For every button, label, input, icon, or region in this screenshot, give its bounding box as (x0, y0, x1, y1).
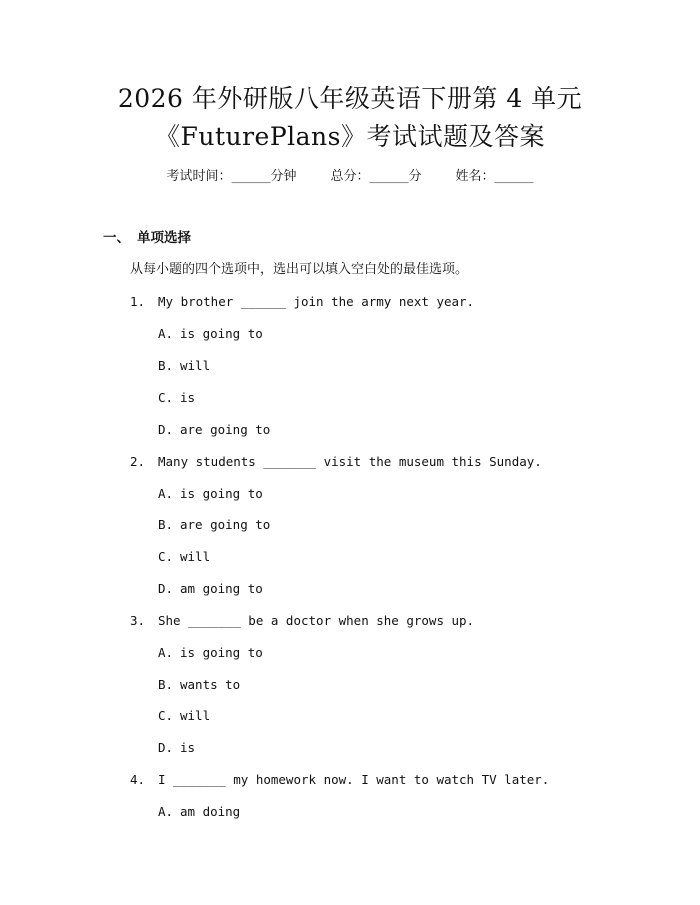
question-3 (130, 612, 474, 630)
option-2d (158, 580, 263, 598)
question-4 (130, 771, 549, 789)
question-text: My brother ______ join the army next year. (158, 294, 475, 309)
option-letter: A. (158, 326, 174, 341)
option-text: are going to (180, 422, 271, 437)
option-3a (158, 644, 263, 662)
option-text: is going to (180, 645, 263, 660)
option-letter: A. (158, 486, 174, 501)
question-text: I _______ my homework now. I want to watch TV later. (158, 772, 550, 787)
question-1 (130, 293, 474, 311)
option-text: is (180, 740, 196, 755)
option-text: am doing (180, 804, 241, 819)
exam-info-line (0, 168, 700, 186)
option-text: is going to (180, 326, 263, 341)
option-letter: D. (158, 422, 174, 437)
section-heading (103, 229, 191, 247)
option-4a (158, 803, 240, 821)
option-text: wants to (180, 677, 241, 692)
question-number: 4. (130, 772, 146, 787)
option-text: am going to (180, 581, 263, 596)
option-1c (158, 389, 195, 407)
option-2c (158, 548, 210, 566)
question-text: She _______ be a doctor when she grows up. (158, 613, 475, 628)
option-letter: C. (158, 549, 174, 564)
question-number: 2. (130, 454, 146, 469)
option-letter: C. (158, 390, 174, 405)
option-letter: D. (158, 740, 174, 755)
option-letter: C. (158, 708, 174, 723)
option-text: will (180, 358, 211, 373)
document-title-line-2: 《FuturePlans》考试试题及答案 (155, 122, 545, 151)
option-2a (158, 485, 263, 503)
option-letter: B. (158, 358, 174, 373)
total-score-label: 总分：______分 (330, 169, 422, 184)
option-text: are going to (180, 517, 271, 532)
option-text: will (180, 549, 211, 564)
option-text: will (180, 708, 211, 723)
question-2 (130, 453, 542, 471)
option-text: is going to (180, 486, 263, 501)
option-3c (158, 707, 210, 725)
section-number: 一、 (103, 230, 130, 246)
question-number: 3. (130, 613, 146, 628)
question-number: 1. (130, 294, 146, 309)
option-3b (158, 676, 240, 694)
option-text: is (180, 390, 196, 405)
option-1a (158, 325, 263, 343)
section-title: 单项选择 (137, 230, 191, 246)
option-letter: A. (158, 804, 174, 819)
option-letter: A. (158, 645, 174, 660)
exam-time-label: 考试时间：______分钟 (166, 169, 297, 184)
option-1d (158, 421, 270, 439)
option-letter: B. (158, 517, 174, 532)
student-name-label: 姓名：______ (455, 169, 534, 184)
section-instruction: 从每小题的四个选项中，选出可以填入空白处的最佳选项。 (130, 262, 469, 277)
option-letter: D. (158, 581, 174, 596)
document-title-line-1: 2026 年外研版八年级英语下册第 4 单元 (117, 84, 583, 113)
option-1b (158, 357, 210, 375)
option-letter: B. (158, 677, 174, 692)
question-text: Many students _______ visit the museum this Sunday. (158, 454, 542, 469)
option-3d (158, 739, 195, 757)
option-2b (158, 516, 270, 534)
